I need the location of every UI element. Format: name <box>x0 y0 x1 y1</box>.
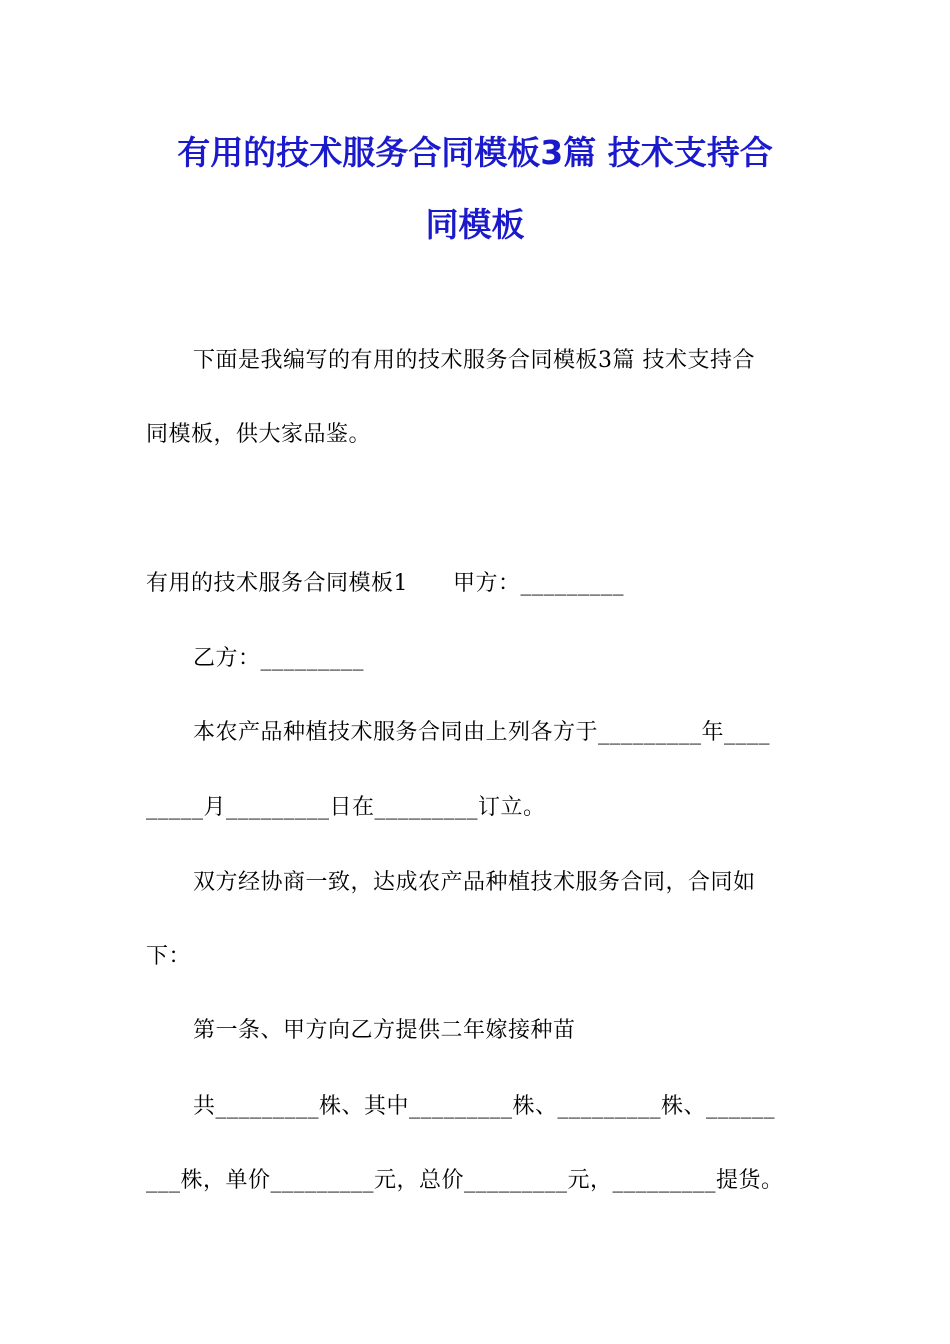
intro-paragraph-line-1: 下面是我编写的有用的技术服务合同模板3篇 技术支持合 <box>193 348 755 373</box>
article-one-line-1: 共_________株、其中_________株、_________株、______ <box>193 1094 776 1119</box>
contract-date-line-2: _____月_________日在_________订立。 <box>146 795 546 820</box>
intro-paragraph-line-2: 同模板，供大家品鉴。 <box>146 422 372 447</box>
contract-heading-party-a: 有用的技术服务合同模板1 甲方：_________ <box>146 571 624 596</box>
document-title-line-2: 同模板 <box>425 205 525 244</box>
article-one-heading: 第一条、甲方向乙方提供二年嫁接种苗 <box>193 1018 576 1043</box>
agreement-line-1: 双方经协商一致，达成农产品种植技术服务合同，合同如 <box>193 870 756 895</box>
contract-date-line-1: 本农产品种植技术服务合同由上列各方于_________年____ <box>193 720 771 745</box>
article-one-line-2: ___株，单价_________元，总价_________元，_________提货。 <box>146 1168 784 1193</box>
agreement-line-2: 下： <box>146 944 192 969</box>
document-title-line-1: 有用的技术服务合同模板3篇 技术支持合 <box>177 133 773 172</box>
party-b-line: 乙方：_________ <box>193 646 365 671</box>
